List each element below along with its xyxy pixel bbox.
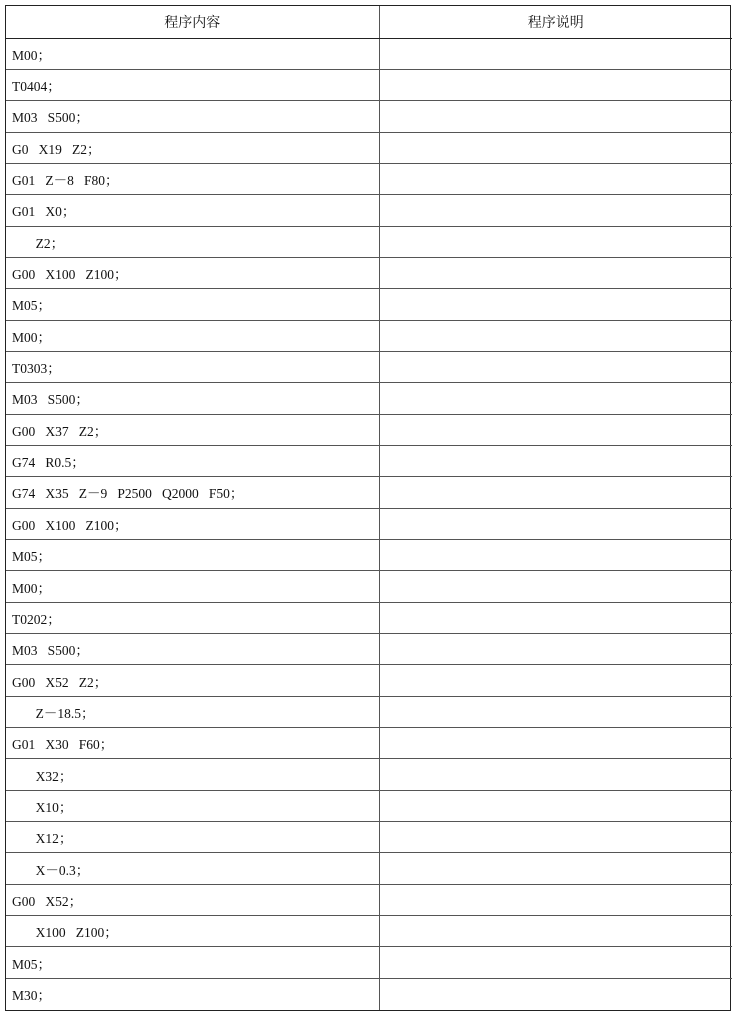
- program-content-cell: M05；: [6, 540, 379, 571]
- table-row: [6, 602, 732, 633]
- program-description-cell: [379, 571, 732, 602]
- program-content-cell: X100 Z100；: [6, 916, 379, 947]
- table-row: [6, 414, 732, 445]
- program-description-cell: [379, 351, 732, 382]
- program-content-cell: M00；: [6, 320, 379, 351]
- program-content-cell: G74 R0.5；: [6, 445, 379, 476]
- header-program-description: 程序说明: [379, 6, 732, 38]
- table-row: [6, 38, 732, 69]
- program-description-cell: [379, 163, 732, 194]
- program-content-cell: G00 X52；: [6, 884, 379, 915]
- table-row: [6, 853, 732, 884]
- program-content-cell: G01 X30 F60；: [6, 728, 379, 759]
- program-description-cell: [379, 978, 732, 1010]
- program-content-cell: G74 X35 Z－9 P2500 Q2000 F50；: [6, 477, 379, 508]
- program-description-cell: [379, 728, 732, 759]
- program-content-cell: M00；: [6, 38, 379, 69]
- table-row: [6, 320, 732, 351]
- program-description-cell: [379, 477, 732, 508]
- program-content-cell: M00；: [6, 571, 379, 602]
- table-row: [6, 947, 732, 978]
- program-description-cell: [379, 226, 732, 257]
- program-description-cell: [379, 665, 732, 696]
- program-table: [6, 6, 732, 1010]
- program-content-cell: G00 X52 Z2；: [6, 665, 379, 696]
- program-description-cell: [379, 445, 732, 476]
- table-row: [6, 759, 732, 790]
- program-description-cell: [379, 790, 732, 821]
- table-row: [6, 351, 732, 382]
- program-content-cell: G00 X100 Z100；: [6, 257, 379, 288]
- table-row: [6, 571, 732, 602]
- table-row: [6, 101, 732, 132]
- program-description-cell: [379, 320, 732, 351]
- program-description-cell: [379, 759, 732, 790]
- program-content-cell: M30；: [6, 978, 379, 1010]
- program-content-cell: M03 S500；: [6, 634, 379, 665]
- program-description-cell: [379, 38, 732, 69]
- table-row: [6, 540, 732, 571]
- program-description-cell: [379, 602, 732, 633]
- table-row: [6, 978, 732, 1010]
- program-description-cell: [379, 822, 732, 853]
- program-description-cell: [379, 132, 732, 163]
- program-content-cell: M03 S500；: [6, 101, 379, 132]
- table-row: [6, 634, 732, 665]
- program-content-cell: X10；: [6, 790, 379, 821]
- program-content-cell: X32；: [6, 759, 379, 790]
- program-table-container: [5, 5, 731, 1011]
- table-row: [6, 822, 732, 853]
- program-description-cell: [379, 884, 732, 915]
- table-row: [6, 163, 732, 194]
- program-description-cell: [379, 383, 732, 414]
- header-program-content: 程序内容: [6, 6, 379, 38]
- program-description-cell: [379, 69, 732, 100]
- program-content-cell: T0303；: [6, 351, 379, 382]
- program-description-cell: [379, 540, 732, 571]
- table-row: [6, 916, 732, 947]
- table-row: [6, 884, 732, 915]
- program-content-cell: M05；: [6, 289, 379, 320]
- program-content-cell: G01 X0；: [6, 195, 379, 226]
- table-row: [6, 790, 732, 821]
- table-header-row: [6, 6, 732, 38]
- table-row: [6, 226, 732, 257]
- program-content-cell: G0 X19 Z2；: [6, 132, 379, 163]
- table-row: [6, 445, 732, 476]
- table-body: [6, 38, 732, 1010]
- program-content-cell: T0404；: [6, 69, 379, 100]
- program-description-cell: [379, 634, 732, 665]
- program-description-cell: [379, 414, 732, 445]
- table-row: [6, 728, 732, 759]
- table-row: [6, 477, 732, 508]
- table-row: [6, 665, 732, 696]
- program-description-cell: [379, 257, 732, 288]
- program-content-cell: M05；: [6, 947, 379, 978]
- table-row: [6, 383, 732, 414]
- program-description-cell: [379, 696, 732, 727]
- program-description-cell: [379, 195, 732, 226]
- table-row: [6, 508, 732, 539]
- program-description-cell: [379, 289, 732, 320]
- program-content-cell: G00 X37 Z2；: [6, 414, 379, 445]
- program-content-cell: G00 X100 Z100；: [6, 508, 379, 539]
- program-content-cell: G01 Z－8 F80；: [6, 163, 379, 194]
- program-content-cell: X－0.3；: [6, 853, 379, 884]
- program-description-cell: [379, 916, 732, 947]
- table-row: [6, 132, 732, 163]
- program-content-cell: X12；: [6, 822, 379, 853]
- program-description-cell: [379, 853, 732, 884]
- table-row: [6, 696, 732, 727]
- table-row: [6, 69, 732, 100]
- table-row: [6, 289, 732, 320]
- program-content-cell: Z－18.5；: [6, 696, 379, 727]
- program-content-cell: T0202；: [6, 602, 379, 633]
- table-row: [6, 257, 732, 288]
- program-description-cell: [379, 508, 732, 539]
- program-description-cell: [379, 101, 732, 132]
- table-row: [6, 195, 732, 226]
- program-description-cell: [379, 947, 732, 978]
- program-content-cell: M03 S500；: [6, 383, 379, 414]
- program-content-cell: Z2；: [6, 226, 379, 257]
